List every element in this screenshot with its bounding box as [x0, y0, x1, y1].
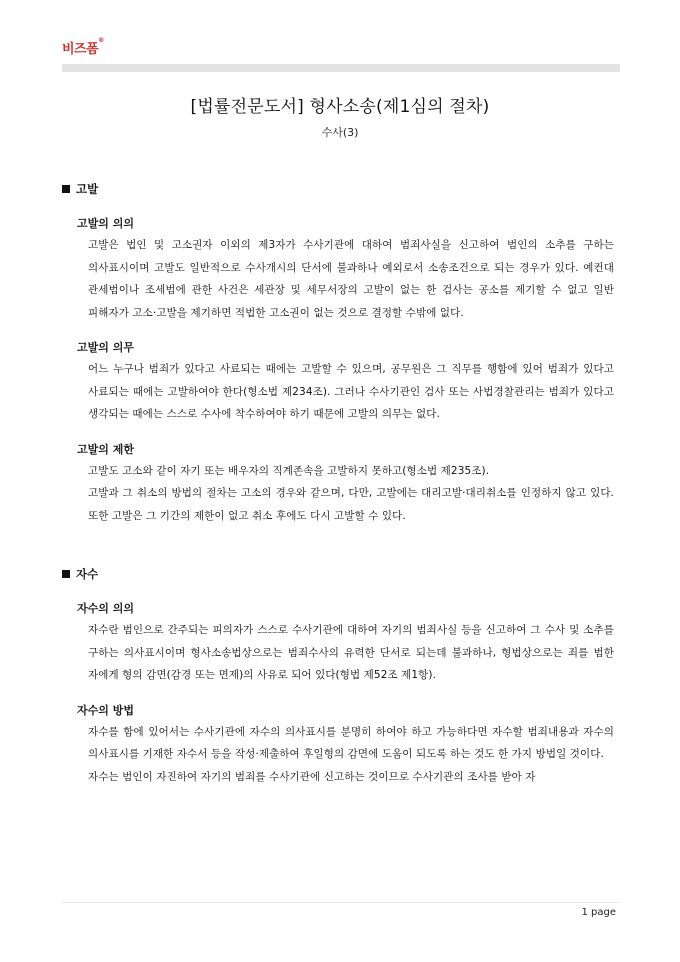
square-bullet-icon [62, 570, 70, 578]
footer-rule [62, 902, 620, 903]
logo-text: 비즈폼 [62, 42, 99, 57]
subsection-heading: 자수의 방법 [77, 703, 134, 717]
paragraph: 고발과 그 취소의 방법의 절차는 고소의 경우와 같으며, 다만, 고발에는 대리고발·대리취소를 인정하지 않고 있다. 또한 고발은 그 기간의 제한이 없고 취소 후에도 다시 고발할 수 있다. [88, 487, 614, 522]
paragraph: 자수는 범인이 자진하여 자기의 범죄를 수사기관에 신고하는 것이므로 수사기관의 조사를 받아 자 [88, 770, 536, 783]
paragraph: 어느 누구나 범죄가 있다고 사료되는 때에는 고발할 수 있으며, 공무원은 그 직무를 행함에 있어 범죄가 있다고 사료되는 때에는 고발하여야 한다(형소법 제234조). 그러나 수사기관인 검사 또는 사법경찰관리는 범죄가 있다고 생각되는 때에는 스스로 수사에 착수하여야 하기 때문에 고발의 의무는 없다. [88, 363, 614, 420]
section-heading-label: 고발 [76, 182, 99, 196]
spacer [62, 585, 614, 599]
spacer [62, 687, 614, 701]
square-bullet-icon [62, 185, 70, 193]
document-subtitle: 수사(3) [321, 126, 359, 139]
paragraph: 고발은 법인 및 고소권자 이외의 제3자가 수사기관에 대하여 범죄사실을 신고하여 범인의 소추를 구하는 의사표시이며 고발도 일반적으로 수사개시의 단서에 불과하나 예외로서 소송조건으로 되는 경우가 있다. 예컨대 관세범이나 조세범에 관한 사건은 세관장 및 세무서장의 고발이 없는 한 검사는 공소를 제기할 수 없고 일반 피해자가 고소·고발을 제기하면 적법한 고소권이 없는 것으로 결정할 수밖에 없다. [88, 239, 614, 319]
section-heading-jasu [62, 563, 614, 585]
paragraph: 자수를 함에 있어서는 수사기관에 자수의 의사표시를 분명히 하여야 하고 가능하다면 자수할 범죄내용과 자수의 의사표시를 기재한 자수서 등을 작성·제출하여 후일형의 감면에 도움이 되도록 하는 것도 한 가지 방법일 것이다. [88, 725, 614, 760]
bizform-logo [62, 38, 104, 57]
subsection-heading: 고발의 의무 [77, 341, 134, 354]
section-heading-gobal [62, 178, 614, 200]
registered-mark: ® [98, 37, 104, 44]
paragraph: 고발도 고소와 같이 자기 또는 배우자의 직계존속을 고발하지 못하고(형소법 제235조). [88, 464, 490, 477]
paragraph: 자수란 범인으로 간주되는 피의자가 스스로 수사기관에 대하여 자기의 범죄사실 등을 신고하여 그 수사 및 소추를 구하는 의사표시이며 형사소송법상으로는 범죄수사의 유력한 단서로 되는데 불과하나, 형법상으로는 죄를 범한 자에게 형의 감면(감경 또는 면제)의 사유로 되어 있다(형법 제52조 제1항). [88, 624, 614, 681]
document-title: [법률전문도서] 형사소송(제1심의 절차) [190, 97, 490, 117]
spacer [62, 324, 614, 338]
subsection-heading: 자수의 의의 [77, 602, 134, 615]
header-rule [62, 64, 620, 72]
spacer [62, 527, 614, 563]
section-heading-label: 자수 [76, 567, 99, 581]
spacer [62, 426, 614, 440]
page-number: 1 page [581, 907, 616, 918]
subsection-heading: 고발의 제한 [77, 442, 134, 456]
subsection-heading: 고발의 의의 [77, 217, 134, 230]
spacer [62, 200, 614, 214]
document-body [62, 178, 614, 788]
